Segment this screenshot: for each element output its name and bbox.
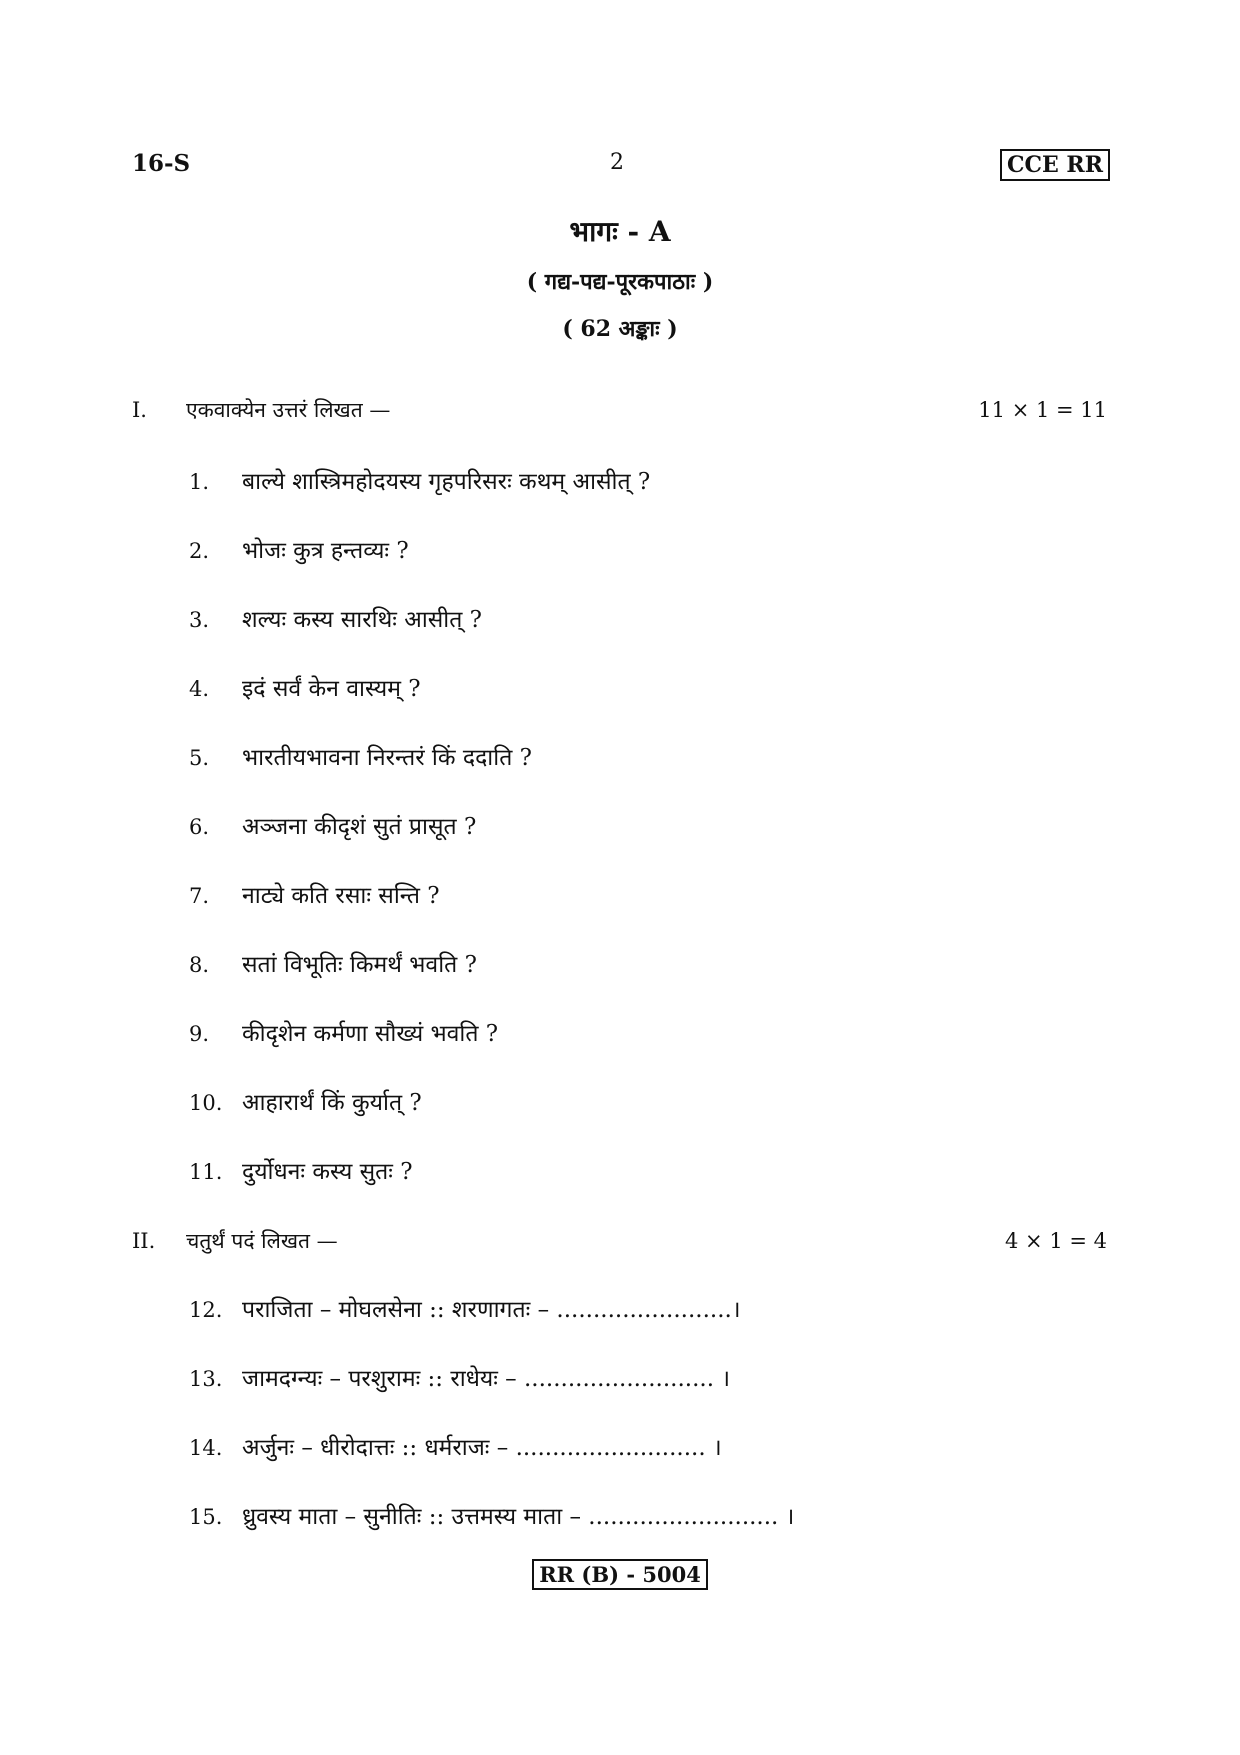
part-subtitle: ( गद्य-पद्य-पूरकपाठाः )	[526, 269, 714, 295]
section-number: II.	[132, 1229, 156, 1253]
question-text: सतां विभूतिः किमर्थं भवति ?	[242, 952, 477, 978]
question-text: भारतीयभावना निरन्तरं किं ददाति ?	[242, 745, 532, 771]
section-title: चतुर्थं पदं लिखत —	[186, 1229, 338, 1253]
question-text: अञ्जना कीदृशं सुतं प्रासूत ?	[242, 814, 477, 840]
question-text: इदं सर्वं केन वास्यम् ?	[242, 676, 421, 702]
question-number: 15.	[189, 1505, 223, 1529]
question-text: कीदृशेन कर्मणा सौख्यं भवति ?	[242, 1021, 499, 1047]
question-number: 9.	[189, 1022, 210, 1046]
question-number: 6.	[189, 815, 210, 839]
question-text: अर्जुनः – धीरोदात्तः :: धर्मराजः – .......................... ।	[242, 1435, 722, 1461]
question-number: 2.	[189, 539, 210, 563]
exam-code-box	[1000, 152, 1110, 178]
question-text: भोजः कुत्र हन्तव्यः ?	[242, 538, 409, 564]
question-number: 12.	[189, 1298, 223, 1322]
section-title: एकवाक्येन उत्तरं लिखत —	[186, 398, 391, 422]
question-number: 13.	[189, 1367, 223, 1391]
part-title: भागः - A	[569, 215, 671, 248]
section-marks: 11 × 1 = 11	[978, 398, 1107, 422]
question-text: नाट्ये कति रसाः सन्ति ?	[242, 883, 440, 909]
page-number: 2	[610, 150, 624, 175]
question-text: ध्रुवस्य माता – सुनीतिः :: उत्तमस्य माता – .......................... ।	[242, 1504, 795, 1530]
question-number: 7.	[189, 884, 210, 908]
paper-code: 16-S	[132, 150, 191, 177]
question-text: आहारार्थं किं कुर्यात् ?	[242, 1090, 422, 1116]
question-text: शल्यः कस्य सारथिः आसीत् ?	[242, 607, 482, 633]
question-text: पराजिता – मोघलसेना :: शरणागतः – ........................।	[242, 1297, 741, 1323]
question-number: 10.	[189, 1091, 223, 1115]
question-text: दुर्योधनः कस्य सुतः ?	[242, 1159, 413, 1185]
question-text: जामदग्न्यः – परशुरामः :: राधेयः – .......................... ।	[242, 1366, 731, 1392]
exam-code: CCE RR	[1000, 149, 1110, 181]
question-number: 3.	[189, 608, 210, 632]
part-marks: ( 62 अङ्काः )	[562, 316, 678, 342]
question-number: 8.	[189, 953, 210, 977]
section-number: I.	[132, 398, 147, 422]
question-number: 1.	[189, 470, 210, 494]
question-number: 5.	[189, 746, 210, 770]
question-number: 14.	[189, 1436, 223, 1460]
footer-code-box	[0, 1562, 1240, 1587]
question-text: बाल्ये शास्त्रिमहोदयस्य गृहपरिसरः कथम् आसीत् ?	[242, 469, 651, 495]
question-number: 4.	[189, 677, 210, 701]
footer-code: RR (B) - 5004	[532, 1559, 708, 1590]
question-number: 11.	[189, 1160, 223, 1184]
section-marks: 4 × 1 = 4	[1005, 1229, 1107, 1253]
